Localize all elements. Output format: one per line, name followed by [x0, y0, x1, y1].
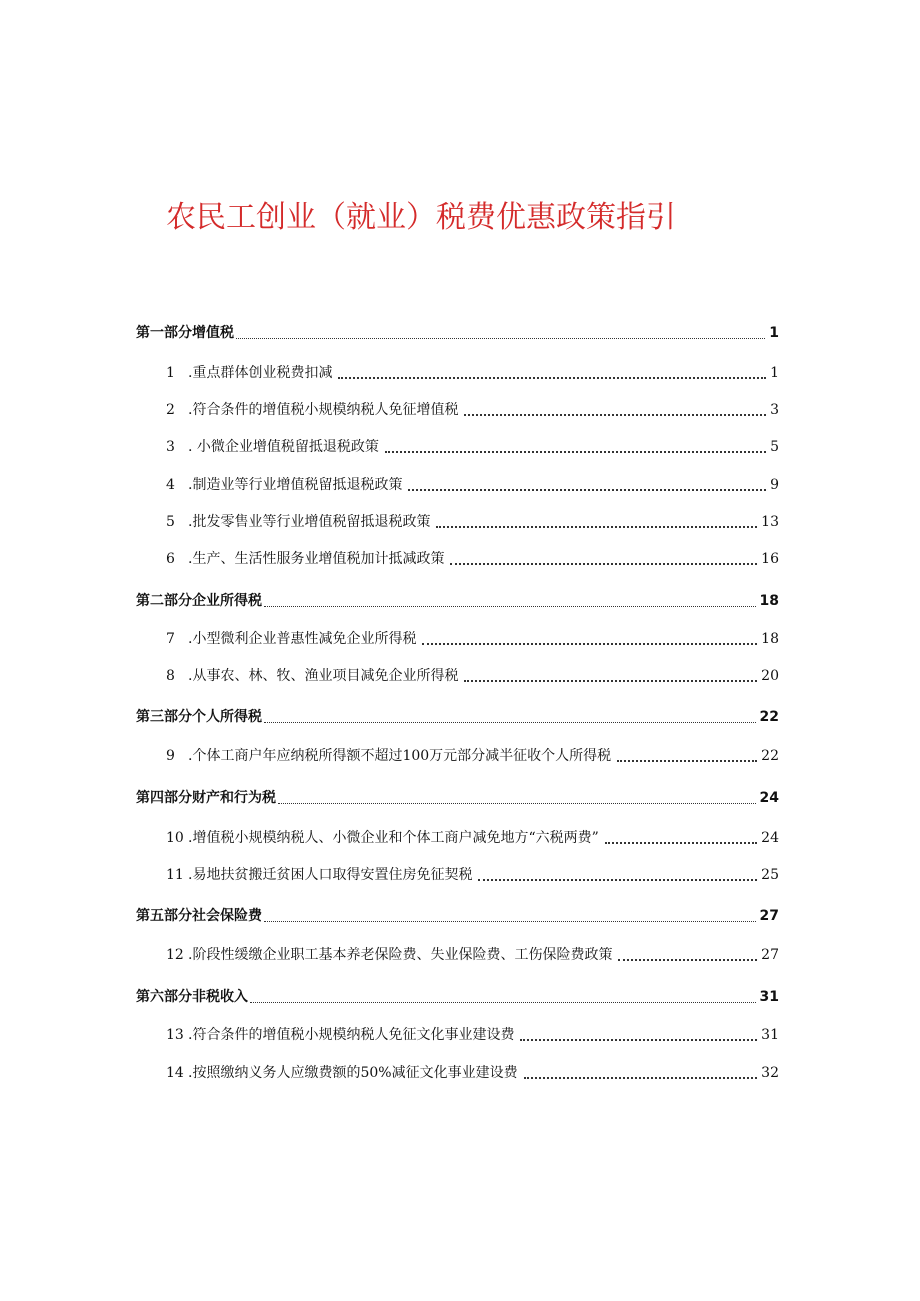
toc-item-entry[interactable] [166, 1024, 779, 1046]
toc-item-title: .批发零售业等行业增值税留抵退税政策 [188, 514, 431, 530]
toc-item-entry[interactable] [166, 548, 779, 570]
toc-item-number: 14 [166, 1065, 184, 1081]
toc-item-title: .从事农、林、牧、渔业项目减免企业所得税 [188, 668, 459, 684]
toc-item-title: .个体工商户年应纳税所得额不超过100万元部分减半征收个人所得税 [188, 748, 612, 764]
toc-page-number: 1 [769, 325, 779, 341]
toc-item-entry[interactable] [166, 1062, 779, 1084]
toc-item-entry[interactable] [166, 944, 779, 966]
dot-leader [264, 722, 756, 723]
toc-item-entry[interactable] [166, 628, 779, 650]
toc-item-title: .增值税小规模纳税人、小微企业和个体工商户减免地方“六税两费” [188, 830, 599, 846]
toc-item-title: .小型微利企业普惠性减免企业所得税 [188, 631, 417, 647]
toc-page-number: 31 [759, 989, 779, 1005]
toc-item-number: 9 [166, 748, 175, 764]
toc-item-entry[interactable] [166, 399, 779, 421]
toc-item-entry[interactable] [166, 362, 779, 384]
dot-leader [464, 414, 766, 416]
toc-page-number: 3 [770, 402, 779, 418]
toc-item-title: .易地扶贫搬迁贫困人口取得安置住房免征契税 [188, 867, 473, 883]
toc-item-number: 13 [166, 1027, 184, 1043]
toc-page-number: 9 [770, 477, 779, 493]
dot-leader [408, 489, 766, 491]
toc-part-entry[interactable] [136, 787, 779, 809]
toc-page-number: 27 [759, 908, 779, 924]
toc-part-title: 第四部分财产和行为税 [136, 790, 276, 806]
toc-item-number: 5 [166, 514, 175, 530]
toc-item-entry[interactable] [166, 864, 779, 886]
toc-page-number: 13 [761, 514, 779, 530]
toc-item-number: 10 [166, 830, 184, 846]
toc-page-number: 1 [770, 365, 779, 381]
toc-item-title: .生产、生活性服务业增值税加计抵减政策 [188, 551, 445, 567]
toc-page-number: 5 [770, 439, 779, 455]
toc-item-number: 4 [166, 477, 175, 493]
toc-page-number: 20 [761, 668, 779, 684]
dot-leader [278, 803, 756, 804]
toc-part-title: 第五部分社会保险费 [136, 908, 262, 924]
toc-item-entry[interactable] [166, 474, 779, 496]
dot-leader [618, 959, 757, 961]
toc-item-number: 12 [166, 947, 184, 963]
toc-item-title: .制造业等行业增值税留抵退税政策 [188, 477, 403, 493]
toc-page-number: 24 [761, 830, 779, 846]
toc-item-title: .符合条件的增值税小规模纳税人免征文化事业建设费 [188, 1027, 515, 1043]
toc-item-entry[interactable] [166, 827, 779, 849]
dot-leader [524, 1077, 758, 1079]
dot-leader [478, 879, 757, 881]
toc-item-number: 2 [166, 402, 175, 418]
dot-leader [385, 451, 766, 453]
dot-leader [264, 921, 756, 922]
dot-leader [520, 1039, 757, 1041]
toc-item-entry[interactable] [166, 665, 779, 687]
toc-part-entry[interactable] [136, 322, 779, 344]
toc-page-number: 32 [761, 1065, 779, 1081]
document-title: 农民工创业（就业）税费优惠政策指引 [166, 200, 676, 235]
toc-part-entry[interactable] [136, 706, 779, 728]
toc-item-entry[interactable] [166, 745, 779, 767]
dot-leader [617, 760, 757, 762]
toc-page-number: 18 [761, 631, 779, 647]
toc-page-number: 18 [759, 593, 779, 609]
toc-item-number: 1 [166, 365, 175, 381]
toc-part-entry[interactable] [136, 590, 779, 612]
toc-part-entry[interactable] [136, 905, 779, 927]
toc-item-number: 8 [166, 668, 175, 684]
toc-page-number: 25 [761, 867, 779, 883]
toc-item-entry[interactable] [166, 511, 779, 533]
dot-leader [338, 377, 766, 379]
toc-part-title: 第二部分企业所得税 [136, 593, 262, 609]
toc-item-title: .按照缴纳义务人应缴费额的50%减征文化事业建设费 [188, 1065, 518, 1081]
dot-leader [450, 563, 757, 565]
dot-leader [250, 1002, 756, 1003]
toc-item-number: 6 [166, 551, 175, 567]
toc-part-title: 第六部分非税收入 [136, 989, 248, 1005]
toc-item-number: 11 [166, 867, 184, 883]
dot-leader [264, 606, 756, 607]
toc-item-title: . 小微企业增值税留抵退税政策 [188, 439, 379, 455]
toc-page-number: 22 [759, 709, 779, 725]
toc-item-number: 3 [166, 439, 175, 455]
dot-leader [236, 338, 765, 339]
dot-leader [464, 680, 757, 682]
toc-item-title: .阶段性缓缴企业职工基本养老保险费、失业保险费、工伤保险费政策 [188, 947, 613, 963]
dot-leader [605, 842, 757, 844]
toc-part-title: 第三部分个人所得税 [136, 709, 262, 725]
toc-item-title: .符合条件的增值税小规模纳税人免征增值税 [188, 402, 459, 418]
toc-page-number: 16 [761, 551, 779, 567]
toc-page-number: 27 [761, 947, 779, 963]
toc-item-number: 7 [166, 631, 175, 647]
toc-page-number: 24 [759, 790, 779, 806]
toc-part-title: 第一部分增值税 [136, 325, 234, 341]
dot-leader [436, 526, 757, 528]
dot-leader [422, 643, 757, 645]
toc-item-title: .重点群体创业税费扣减 [188, 365, 333, 381]
toc-item-entry[interactable] [166, 436, 779, 458]
toc-part-entry[interactable] [136, 986, 779, 1008]
toc-page-number: 22 [761, 748, 779, 764]
toc-page-number: 31 [761, 1027, 779, 1043]
